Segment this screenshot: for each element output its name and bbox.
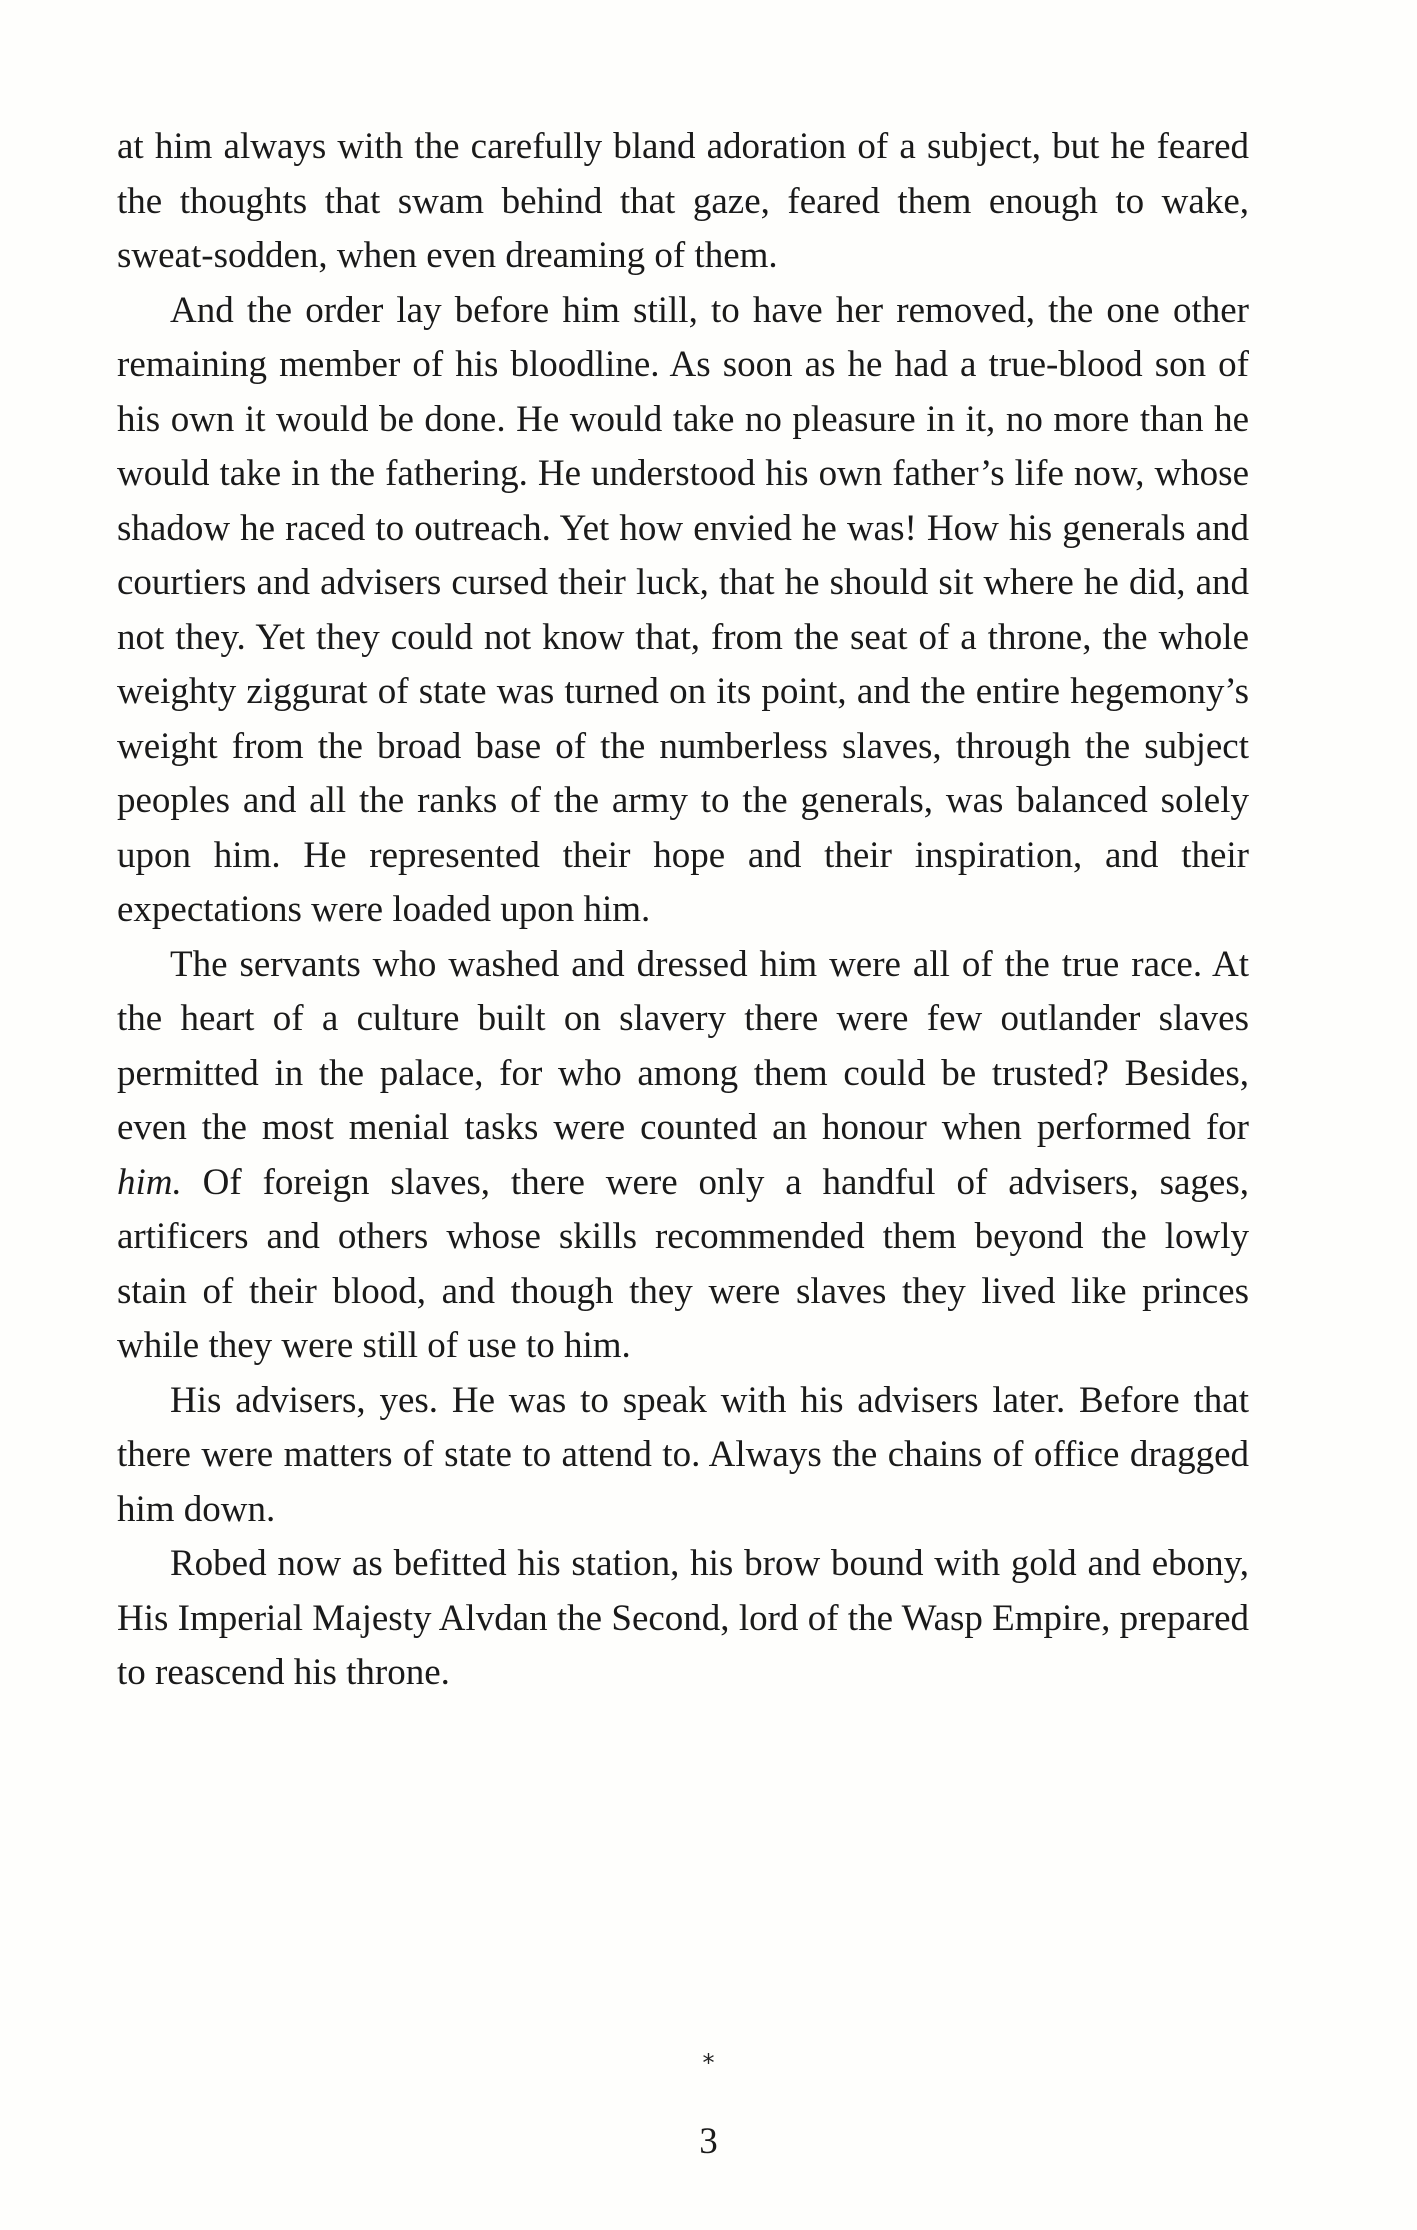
paragraph-3-text-a: The servants who washed and dressed him were all of the true race. At the heart of a culture built on slavery there were few outlander slaves permitted in the palace, for who among them could be trusted? Besides, even the most menial tasks were counted an honour when performed for — [117, 943, 1249, 1148]
emphasis-him: him. — [117, 1161, 182, 1203]
page-number: 3 — [699, 2121, 718, 2162]
paragraph-1: at him always with the carefully bland adoration of a subject, but he feared the thoughts that swam behind that gaze, feared them enough to wake, sweat-sodden, when even dreaming of them. — [117, 126, 1249, 276]
scene-break-asterisk: * — [702, 2049, 715, 2077]
paragraph-4: His advisers, yes. He was to speak with his advisers later. Before that there were matters of state to attend to. Always the chains of office dragged him down. — [117, 1379, 1249, 1530]
paragraph-3 — [117, 938, 1249, 1374]
paragraph-2: And the order lay before him still, to have her removed, the one other remaining member of his bloodline. As soon as he had a true-blood son of his own it would be done. He would take no pleasure in it, no more than he would take in the fathering. He understood his own father’s life now, whose shadow he raced to outreach. Yet how envied he was! How his generals and courtiers and advisers cursed their luck, that he should sit where he did, and not they. Yet they could not know that, from the seat of a throne, the whole weighty ziggurat of state was turned on its point, and the entire hegemony’s weight from the broad base of the numberless slaves, through the subject peoples and all the ranks of the army to the generals, was balanced solely upon him. He represented their hope and their inspiration, and their expectations were loaded upon him. — [117, 289, 1249, 930]
paragraph-3-text-b: Of foreign slaves, there were only a handful of advisers, sages, artificers and others whose skills recommended them beyond the lowly stain of their blood, and though they were slaves they lived like princes while they were still of use to him. — [117, 1161, 1249, 1366]
body-text — [117, 120, 1249, 1701]
paragraph-5: Robed now as befitted his station, his brow bound with gold and ebony, His Imperial Majesty Alvdan the Second, lord of the Wasp Empire, prepared to reascend his throne. — [117, 1543, 1249, 1693]
